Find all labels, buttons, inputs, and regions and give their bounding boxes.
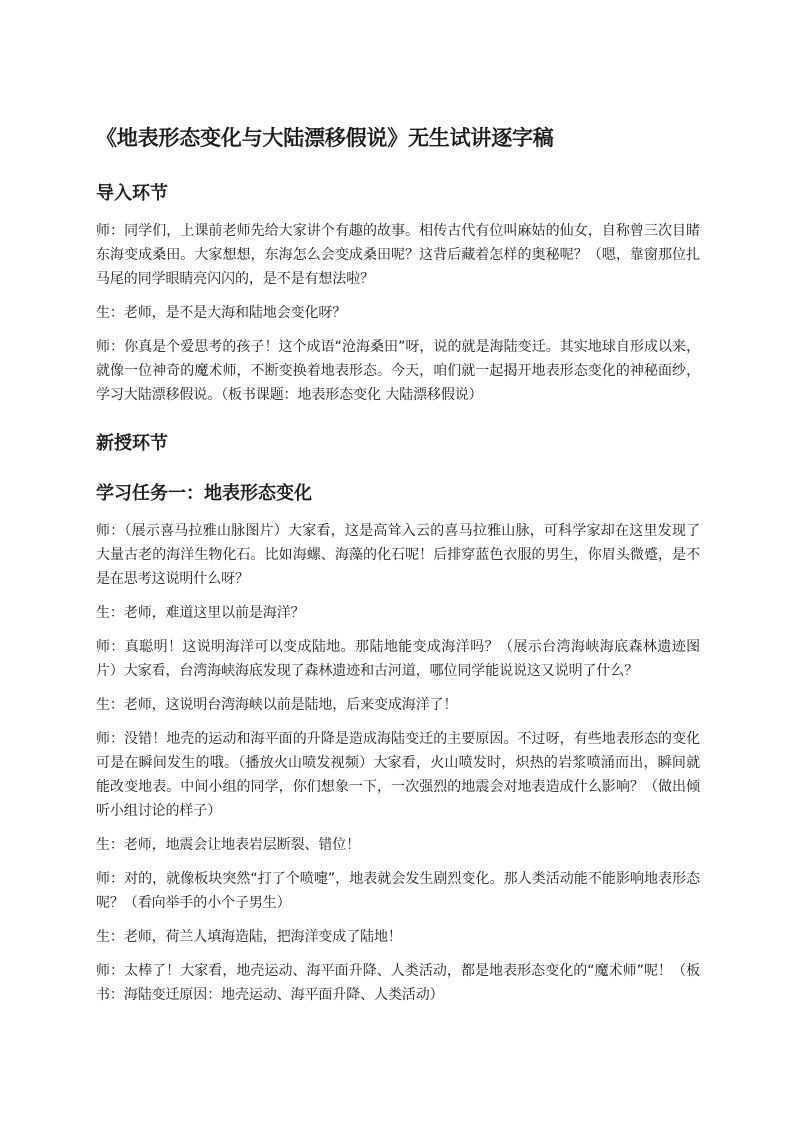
intro-paragraph-1: 师：同学们，上课前老师先给大家讲个有趣的故事。相传古代有位叫麻姑的仙女，自称曾三次目睹东海变成桑田。大家想想，东海怎么会变成桑田呢？这背后藏着怎样的奥秘呢？（嗯，靠窗那位扎马尾的同学眼睛亮闪闪的，是不是有想法啦？ — [96, 223, 700, 287]
document-title: 《地表形态变化与大陆漂移假说》无生试讲逐字稿 — [96, 126, 554, 150]
task1-paragraph-2: 生：老师，难道这里以前是海洋？ — [96, 605, 305, 621]
task1-paragraph-4: 生：老师，这说明台湾海峡以前是陆地，后来变成海洋了！ — [96, 697, 458, 713]
subsection-heading-task1: 学习任务一：地表形态变化 — [96, 483, 312, 504]
intro-paragraph-3: 师：你真是个爱思考的孩子！这个成语“沧海桑田”呀，说的就是海陆变迁。其实地球自形成以来，就像一位神奇的魔术师，不断变换着地表形态。今天，咱们就一起揭开地表形态变化的神秘面纱，学习大陆漂移假说。（板书课题：地表形态变化 大陆漂移假说） — [96, 339, 700, 403]
task1-paragraph-1: 师：（展示喜马拉雅山脉图片）大家看，这是高耸入云的喜马拉雅山脉，可科学家却在这里发现了大量古老的海洋生物化石。比如海螺、海藻的化石呢！后排穿蓝色衣服的男生，你眉头微蹙，是不是在思考这说明什么呀？ — [96, 523, 700, 587]
intro-paragraph-2: 生：老师，是不是大海和陆地会变化呀？ — [96, 305, 347, 321]
section-heading-new-lesson: 新授环节 — [96, 433, 168, 454]
task1-paragraph-3: 师：真聪明！这说明海洋可以变成陆地。那陆地能变成海洋吗？（展示台湾海峡海底森林遗迹图片）大家看，台湾海峡海底发现了森林遗迹和古河道，哪位同学能说说这又说明了什么？ — [96, 639, 700, 679]
section-heading-intro: 导入环节 — [96, 183, 168, 204]
document-page — [96, 118, 700, 1017]
task1-paragraph-8: 生：老师，荷兰人填海造陆，把海洋变成了陆地！ — [96, 929, 402, 945]
task1-paragraph-5: 师：没错！地壳的运动和海平面的升降是造成海陆变迁的主要原因。不过呀，有些地表形态的变化可是在瞬间发生的哦。（播放火山喷发视频）大家看，火山喷发时，炽热的岩浆喷涌而出，瞬间就能改变地表。中间小组的同学，你们想象一下，一次强烈的地震会对地表造成什么影响？（做出倾听小组讨论的样子） — [96, 731, 700, 819]
task1-paragraph-6: 生：老师，地震会让地表岩层断裂、错位！ — [96, 837, 361, 853]
task1-paragraph-9: 师：太棒了！大家看，地壳运动、海平面升降、人类活动，都是地表形态变化的“魔术师”呢！（板书：海陆变迁原因：地壳运动、海平面升降、人类活动） — [96, 963, 700, 1003]
task1-paragraph-7: 师：对的，就像板块突然“打了个喷嚏”，地表就会发生剧烈变化。那人类活动能不能影响地表形态呢？（看向举手的小个子男生） — [96, 871, 700, 911]
